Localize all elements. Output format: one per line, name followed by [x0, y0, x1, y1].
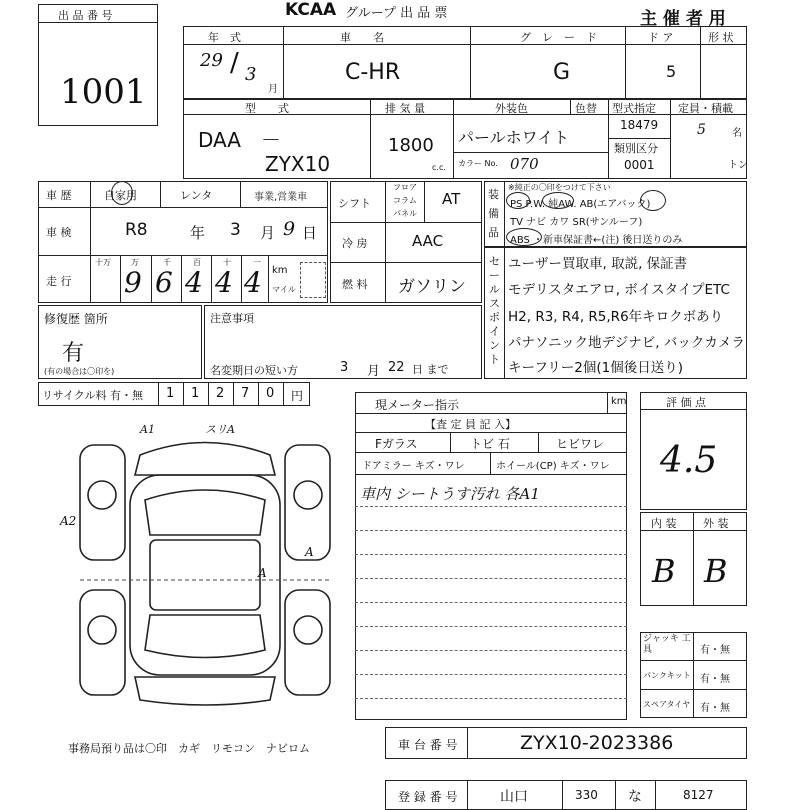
name-change-label: 名変期日の短い方	[210, 364, 298, 377]
inspection-label: 車 検	[46, 226, 72, 239]
fuel-value: ガソリン	[398, 277, 466, 297]
mileage-digit: 9	[124, 266, 142, 299]
score-value: 4.5	[660, 440, 718, 481]
equip-circle-ps	[506, 192, 530, 209]
mileage-mile: マイル	[272, 285, 296, 294]
sales-point-line: モデリスタエアロ, ボイスタイプETC	[508, 282, 730, 298]
recycle-digit: 1	[191, 386, 200, 401]
mileage-digit: 4	[244, 266, 262, 299]
mileage-km: km	[272, 265, 288, 276]
color-no-label: カラー No.	[458, 159, 498, 168]
inspection-year-unit: 年	[190, 224, 206, 242]
damage-mark: スリA	[205, 423, 235, 436]
deadline-day-suffix: 日 まで	[412, 363, 449, 376]
ac-label: 冷 房	[342, 237, 368, 250]
interior-value: B	[652, 552, 676, 590]
inspection-item: ヒビワレ	[556, 437, 605, 451]
sales-point-line: ユーザー買取車, 取説, 保証書	[508, 256, 688, 272]
equip-circle-ab	[640, 190, 666, 211]
shift-floor: フロア	[393, 183, 417, 192]
model-prefix: DAA －	[198, 128, 281, 152]
damage-mark: A2	[60, 514, 77, 528]
inspection-item: ホイール(CP) キズ・ワレ	[496, 461, 610, 472]
registration-label: 登 録 番 号	[398, 790, 458, 804]
year-value: 29	[200, 50, 223, 71]
lot-number-label: 出 品 番 号	[58, 9, 113, 22]
capacity-label: 定員・積載	[678, 102, 733, 115]
recycle-digit: 2	[216, 386, 225, 401]
mileage-digit: 4	[185, 266, 203, 299]
registration-kana: な	[628, 789, 642, 805]
mileage-digit-label: 千	[163, 258, 171, 267]
grade-value: G	[553, 60, 571, 85]
equip-circle-pw	[542, 192, 574, 209]
equipment-line: PS P.W. 純AW. AB(エアバック)	[510, 199, 651, 210]
chassis-value: ZYX10-2023386	[520, 732, 674, 754]
shift-value: AT	[442, 190, 461, 208]
assessment-label: 【査 定 員 記 入】	[425, 418, 516, 431]
notes-label: 注意事項	[210, 312, 254, 325]
month-value: 3	[245, 64, 257, 85]
shift-label: シフト	[338, 197, 371, 210]
repair-note: (有の場合は〇印を)	[44, 367, 115, 376]
sales-point-line: パナソニック地デジナビ, バックカメラ	[508, 335, 745, 351]
type-designation-value: 18479	[620, 118, 659, 132]
equip-circle-abs	[506, 228, 542, 246]
mileage-digit-label: 百	[193, 258, 201, 267]
tons-unit: トン	[728, 160, 748, 171]
meter-label: 現メーター指示	[375, 398, 460, 412]
equipment-note: ※純正の〇印をつけて下さい	[508, 183, 611, 192]
accessory-value: 有・無	[700, 674, 730, 685]
inspection-era: R8	[125, 220, 148, 240]
exterior-label: 外 装	[703, 517, 729, 530]
accessory-label: パンクキット	[643, 671, 691, 680]
mileage-digit: 6	[155, 266, 173, 299]
accessory-label: ジャッキ 工具	[643, 634, 691, 655]
mileage-digit: 4	[215, 266, 233, 299]
cc-unit: c.c.	[432, 163, 446, 172]
class-value: 0001	[624, 158, 655, 172]
deadline-day: 22	[388, 360, 405, 375]
car-name: C-HR	[345, 60, 401, 85]
displacement-value: 1800	[388, 135, 434, 156]
recycle-label: リサイクル料 有・無	[42, 389, 143, 402]
accessory-label: スペアタイヤ	[643, 700, 691, 709]
fuel-label: 燃 料	[342, 278, 368, 291]
class-label: 類別区分	[614, 142, 658, 155]
model-code: ZYX10	[265, 152, 331, 176]
registration-region: 山口	[500, 789, 528, 805]
history-label: 車 歴	[46, 189, 72, 202]
inspection-item: ドアミラー キズ・ワレ	[362, 461, 465, 472]
score-label: 評 価 点	[666, 396, 706, 409]
equipment-line: TV ナビ カワ SR(サンルーフ)	[510, 217, 643, 228]
inspection-item: Fガラス	[375, 437, 418, 451]
sales-points-label: セールスポイント	[489, 255, 500, 366]
history-private: 自家用	[104, 189, 137, 202]
inspection-month: 3	[230, 220, 241, 240]
model-label: 型 式	[245, 102, 289, 115]
exterior-color-label: 外装色	[495, 102, 528, 115]
kcaa-logo: KCAA	[285, 0, 337, 20]
recycle-digit: 1	[166, 386, 175, 401]
inspection-item: トビ 石	[470, 437, 510, 451]
history-rental: レンタ	[180, 189, 213, 202]
chassis-label: 車 台 番 号	[398, 738, 458, 752]
damage-mark: A	[305, 545, 314, 559]
car-diagram	[60, 415, 350, 715]
exterior-value: B	[704, 552, 728, 590]
accessory-value: 有・無	[700, 645, 730, 656]
recycle-digit: 0	[266, 386, 275, 401]
repair-label: 修復歴 箇所	[44, 312, 108, 326]
registration-number: 8127	[683, 788, 714, 802]
accessory-value: 有・無	[700, 703, 730, 714]
meter-km: km	[611, 396, 627, 407]
damage-mark: A1	[140, 423, 155, 436]
lot-number: 1001	[60, 72, 147, 112]
capacity-value: 5	[697, 122, 706, 138]
inspection-day: 9	[283, 218, 296, 240]
equipment-line: ABS ・新車保証書←(注) 後日送りのみ	[510, 235, 683, 246]
body-label: 形 状	[708, 31, 734, 44]
sales-point-line: H2, R3, R4, R5,R6年キロクボあり	[508, 309, 724, 325]
mileage-label: 走 行	[46, 275, 72, 288]
registration-class: 330	[575, 788, 598, 802]
mileage-digit-label: 万	[131, 258, 139, 267]
recycle-digit: 7	[241, 386, 250, 401]
deadline-month: 3	[340, 360, 349, 375]
doors-value: 5	[666, 62, 677, 81]
history-business: 事業,営業車	[254, 192, 308, 203]
form-title: グループ 出 品 票	[345, 6, 448, 21]
month-unit: 月	[268, 84, 278, 95]
year-label: 年 式	[208, 31, 241, 44]
repair-value: 有	[62, 341, 85, 366]
mileage-digit-label: 十	[223, 258, 231, 267]
grade-label: グ レ ー ド	[520, 31, 597, 44]
office-note: 事務局預り品は〇印 カギ リモコン ナビロム	[68, 742, 310, 755]
damage-mark: A	[258, 566, 267, 580]
inspection-day-unit: 日	[302, 224, 318, 242]
type-designation-label: 型式指定	[612, 102, 656, 115]
displacement-label: 排 気 量	[385, 102, 425, 115]
color-no-value: 070	[510, 155, 539, 173]
name-label: 車 名	[340, 31, 384, 44]
organizer-label: 主 催 者 用	[640, 9, 726, 29]
mileage-digit-label: 十万	[95, 258, 111, 267]
mileage-digit-label: 一	[253, 258, 261, 267]
equipment-label: 装備品	[488, 188, 499, 239]
interior-label: 内 装	[651, 517, 677, 530]
inspection-remark: 車内 シートうす汚れ 各A1	[360, 485, 540, 503]
year-slash: /	[230, 48, 239, 78]
recycle-unit: 円	[291, 389, 304, 403]
capacity-unit: 名	[732, 128, 742, 139]
sales-point-line: キーフリー2個(1個後日送り)	[508, 360, 683, 376]
ac-value: AAC	[412, 232, 444, 250]
deadline-month-unit: 月	[367, 364, 381, 379]
shift-column: コラム	[393, 196, 417, 205]
history-circle	[111, 181, 133, 205]
inspection-month-unit: 月	[260, 224, 276, 242]
doors-label: ド ア	[648, 31, 674, 44]
shift-panel: パネル	[393, 209, 417, 218]
exterior-color-value: パールホワイト	[458, 128, 570, 147]
color-change-label: 色替	[575, 102, 597, 115]
mile-box	[300, 262, 326, 298]
